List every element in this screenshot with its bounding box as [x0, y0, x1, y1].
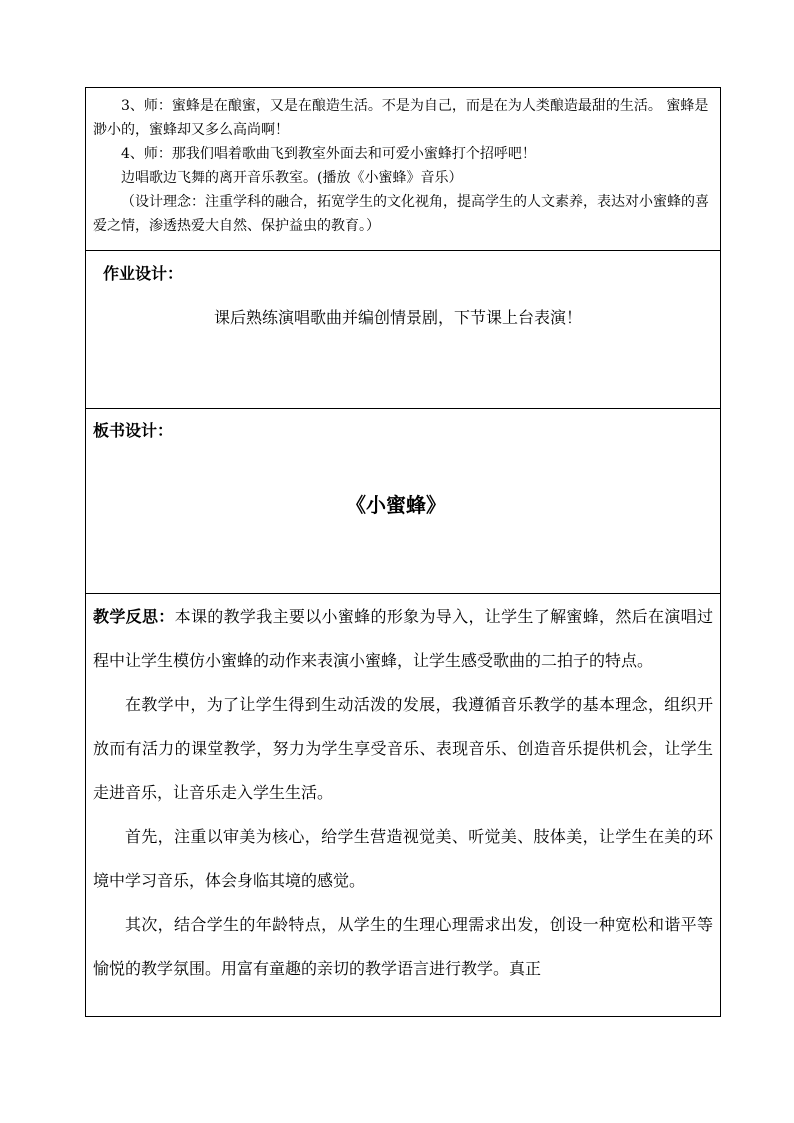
- blackboard-row: [86, 409, 721, 594]
- process-paragraph-4: 4、师：那我们唱着歌曲飞到教室外面去和可爱小蜜蜂打个招呼吧！: [121, 146, 536, 162]
- reflection-paragraph-4: 其次，结合学生的年龄特点，从学生的生理心理需求出发，创设一种宽松和谐平等愉悦的教学氛围。用富有童趣的亲切的教学语言进行教学。真正: [93, 915, 713, 978]
- blackboard-cell: [86, 409, 721, 594]
- blackboard-label: 板书设计：: [93, 421, 174, 440]
- lesson-plan-table: [85, 87, 721, 1017]
- reflection-paragraph-1: [93, 595, 713, 683]
- reflection-paragraph-2: 在教学中，为了让学生得到生动活泼的发展，我遵循音乐教学的基本理念，组织开放而有活力的课堂教学，努力为学生享受音乐、表现音乐、创造音乐提供机会，让学生走进音乐，让音乐走入学生生活。: [93, 695, 713, 802]
- process-paragraph-3: 3、师：蜜蜂是在酿蜜，又是在酿造生活。不是为自己，而是在为人类酿造最甜的生活。 蜜蜂是渺小的，蜜蜂却又多么高尚啊！: [93, 98, 709, 138]
- homework-row: [86, 251, 721, 409]
- reflection-label: 教学反思：: [93, 607, 175, 626]
- blackboard-title: 《小蜜蜂》: [346, 493, 446, 517]
- teaching-process-cell: [86, 88, 721, 251]
- reflection-row: [86, 594, 721, 1017]
- reflection-cell: [86, 594, 721, 1017]
- homework-label: 作业设计：: [103, 264, 184, 283]
- design-concept-paragraph: （设计理念：注重学科的融合，拓宽学生的文化视角，提高学生的人文素养，表达对小蜜蜂的喜爱之情，渗透热爱大自然、保护益虫的教育。）: [93, 194, 709, 234]
- homework-text: 课后熟练演唱歌曲并编创情景剧，下节课上台表演！: [213, 308, 582, 327]
- homework-cell: [86, 251, 721, 409]
- reflection-paragraph-3: 首先，注重以审美为核心，给学生营造视觉美、听觉美、肢体美，让学生在美的环境中学习音乐，体会身临其境的感觉。: [93, 827, 713, 890]
- teaching-process-row: [86, 88, 721, 251]
- process-paragraph-sing: 边唱歌边飞舞的离开音乐教室。(播放《小蜜蜂》音乐）: [121, 170, 463, 186]
- reflection-text-1: 本课的教学我主要以小蜜蜂的形象为导入，让学生了解蜜蜂，然后在演唱过程中让学生模仿小蜜蜂的动作来表演小蜜蜂，让学生感受歌曲的二拍子的特点。: [93, 607, 713, 670]
